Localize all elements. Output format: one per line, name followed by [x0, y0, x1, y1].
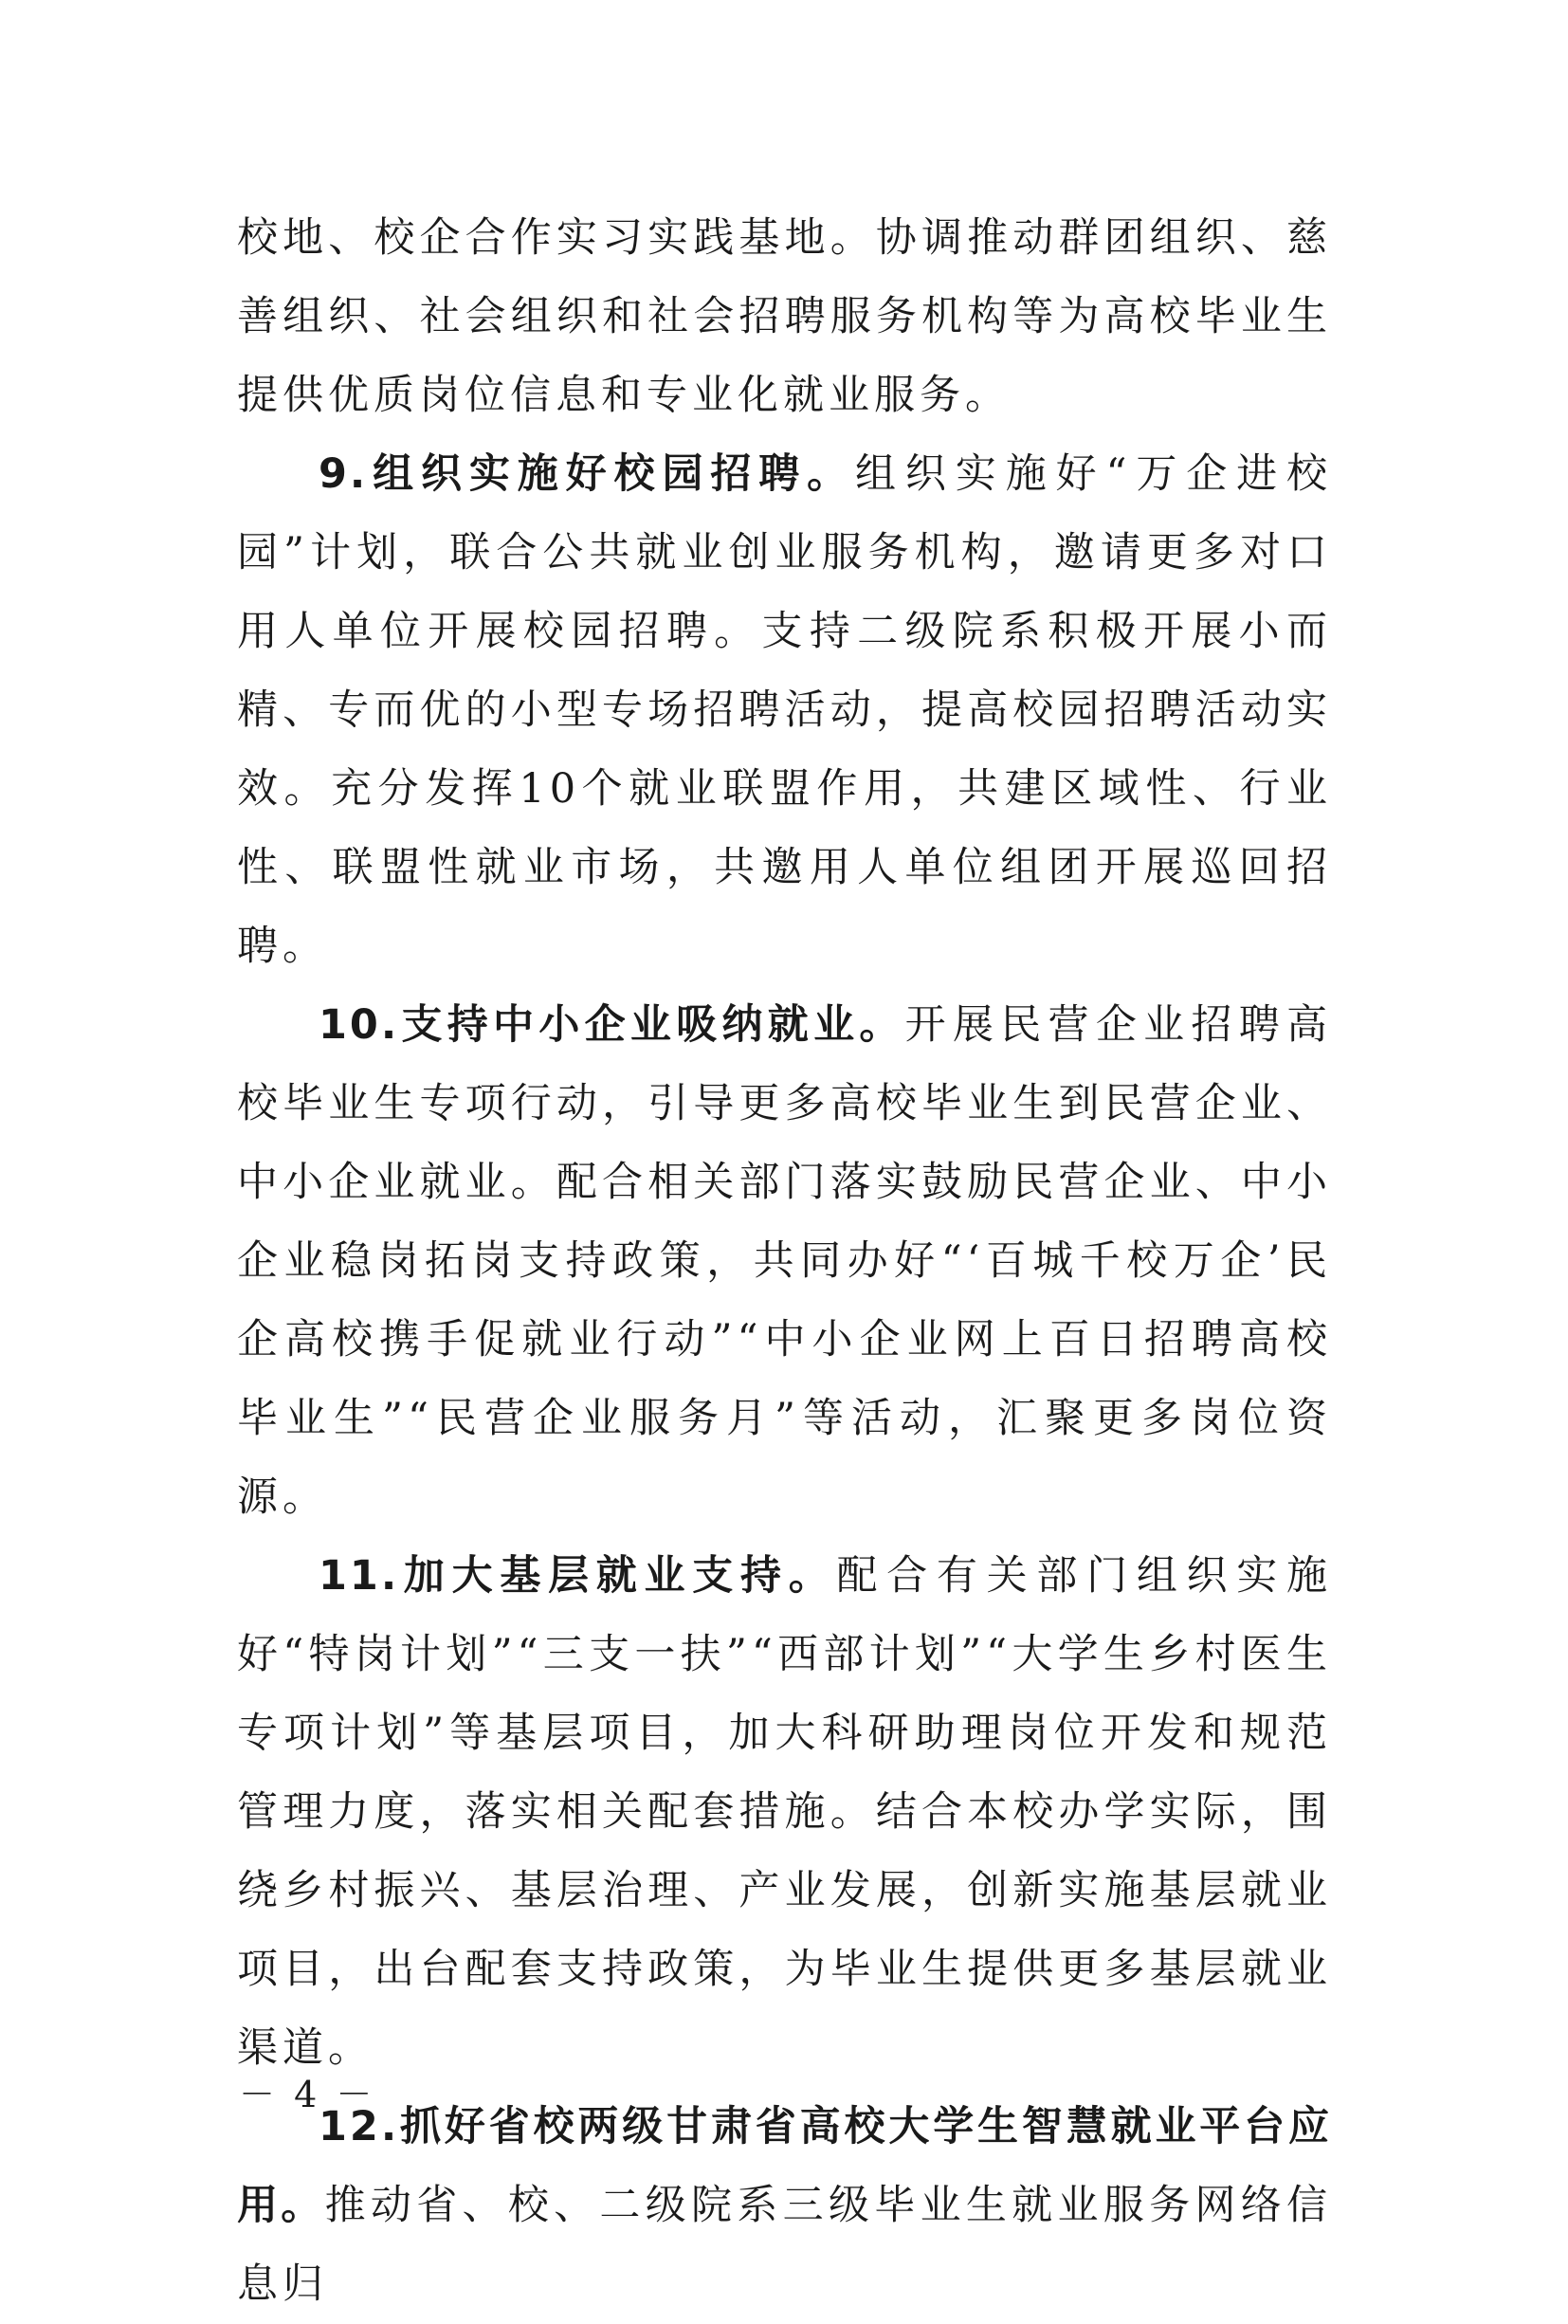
paragraph-item-10	[237, 986, 1332, 1537]
paragraph-heading: 9.组织实施好校园招聘。	[319, 450, 856, 498]
paragraph-item-11	[237, 1537, 1332, 2088]
paragraph-heading: 10.支持中小企业吸纳就业。	[319, 1001, 905, 1049]
paragraph-item-12	[237, 2088, 1332, 2324]
paragraph-body: 校地、校企合作实习实践基地。协调推动群团组织、慈善组织、社会组织和社会招聘服务机构等为高校毕业生提供优质岗位信息和专业化就业服务。	[237, 214, 1332, 419]
paragraph-body: 配合有关部门组织实施好“特岗计划”“三支一扶”“西部计划”“大学生乡村医生专项计划”等基层项目，加大科研助理岗位开发和规范管理力度，落实相关配套措施。结合本校办学实际，围绕乡村振兴、基层治理、产业发展，创新实施基层就业项目，出台配套支持政策，为毕业生提供更多基层就业渠道。	[237, 1552, 1332, 2072]
paragraph-heading: 11.加大基层就业支持。	[319, 1552, 837, 1600]
paragraph-continuation	[237, 199, 1332, 435]
paragraph-body: 组织实施好“万企进校园”计划，联合公共就业创业服务机构，邀请更多对口用人单位开展校园招聘。支持二级院系积极开展小而精、专而优的小型专场招聘活动，提高校园招聘活动实效。充分发挥10个就业联盟作用，共建区域性、行业性、联盟性就业市场，共邀用人单位组团开展巡回招聘。	[237, 450, 1333, 970]
page-number: － 4 －	[239, 2074, 376, 2115]
paragraph-body: 推动省、校、二级院系三级毕业生就业服务网络信息归	[237, 2182, 1333, 2308]
paragraph-body: 开展民营企业招聘高校毕业生专项行动，引导更多高校毕业生到民营企业、中小企业就业。配合相关部门落实鼓励民营企业、中小企业稳岗拓岗支持政策，共同办好“‘百城千校万企’民企高校携手促就业行动”“中小企业网上百日招聘高校毕业生”“民营企业服务月”等活动，汇聚更多岗位资源。	[237, 1001, 1332, 1521]
document-body	[237, 199, 1332, 2324]
paragraph-item-9	[237, 435, 1332, 986]
paragraph-heading: 12.抓好省校两级甘肃省高校大学生智慧就业平台应用。	[237, 2103, 1332, 2229]
